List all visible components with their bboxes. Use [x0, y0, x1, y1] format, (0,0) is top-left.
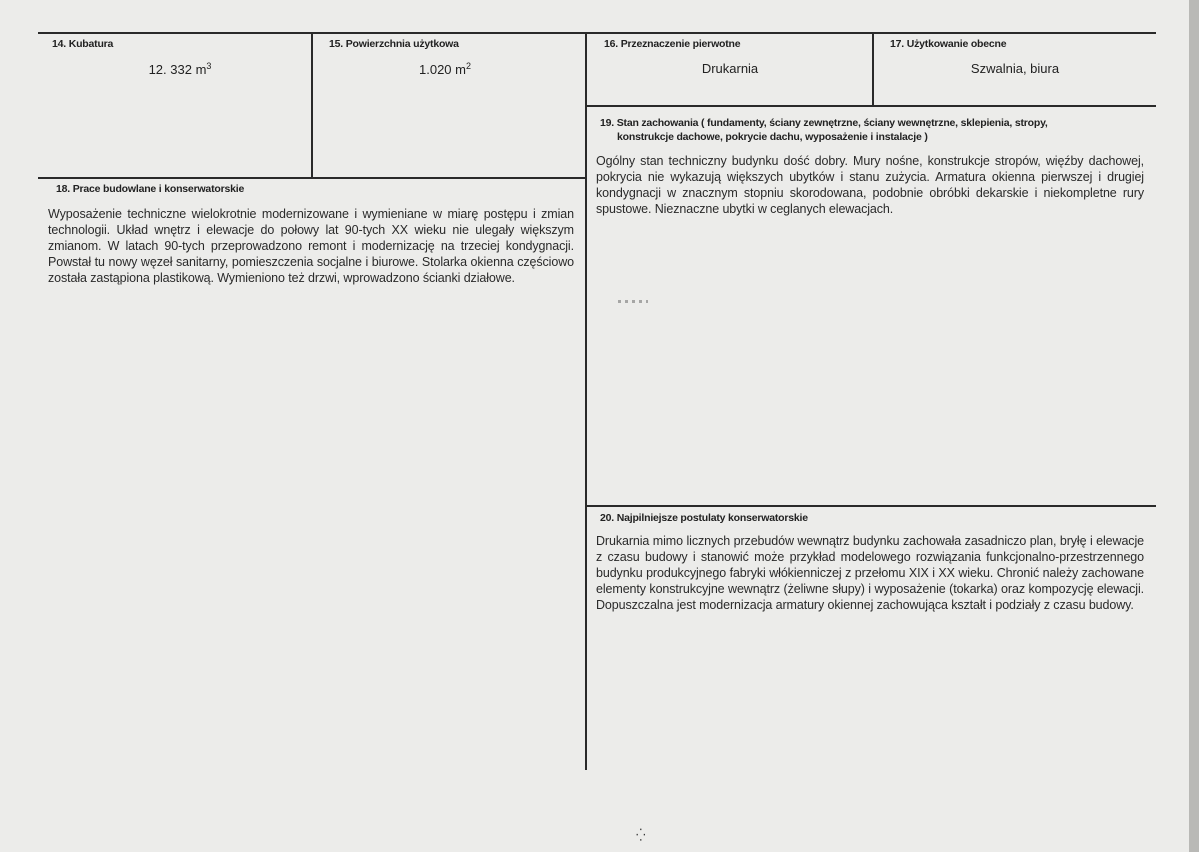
page-edge [1189, 0, 1199, 852]
center-divider [585, 32, 587, 770]
rule-above-18 [38, 177, 586, 179]
rule-under-16-17 [586, 105, 1156, 107]
powierzchnia-unit-exponent: 2 [465, 61, 471, 71]
kubatura-number: 12. 332 m [148, 62, 207, 77]
postulaty-text: Drukarnia mimo licznych przebudów wewnątrz budynku zachowała zasadniczo plan, bryłę i elewacje z czasu budowy i stanowić może przykład modelowego rozwiązania funkcjonalno-przestrzennego budynku produkcyjnego fabryki włókienniczej z przełomu XIX i XX wieku. Chronić należy zachowane elementy konstrukcyjne wewnątrz (żeliwne słupy) i wyposażenie (tokarka) oraz kompozycję elewacji. Dopuszczalna jest modernizacja armatury okiennej zachowująca kształt i podziały z czasu budowy. [596, 534, 1144, 612]
stan-zachowania-label-line2: konstrukcje dachowe, pokrycie dachu, wyposażenie i instalacje ) [617, 131, 928, 143]
stan-zachowania-label-line1: 19. Stan zachowania ( fundamenty, ściany zewnętrzne, ściany wewnętrzne, sklepienia, stropy, [600, 117, 1048, 129]
stan-zachowania-text: Ogólny stan techniczny budynku dość dobry. Mury nośne, konstrukcje stropów, więźby dachowej, pokrycia nie wykazują większych ubytków i stanu zużycia. Armatura okienna pierwszej i drugiej kondygnacji w znacznym stopniu skorodowana, podobnie obróbki dekarskie i niekompletne rury spustowe. Nieznaczne ubytki w ceglanych elewacjach. [596, 154, 1144, 216]
kubatura-label: 14. Kubatura [52, 38, 114, 50]
scan-mark: ⁛ [636, 828, 646, 842]
postulaty-label: 20. Najpilniejsze postulaty konserwatorskie [600, 512, 808, 524]
uzytkowanie-value: Szwalnia, biura [970, 61, 1060, 76]
scan-smudge [618, 300, 648, 303]
kubatura-value [120, 61, 240, 77]
powierzchnia-value [390, 61, 500, 77]
divider-14-15 [311, 32, 313, 178]
top-rule [38, 32, 1156, 34]
uzytkowanie-label: 17. Użytkowanie obecne [890, 38, 1007, 50]
kubatura-unit-exponent: 3 [206, 61, 212, 71]
rule-above-20 [586, 505, 1156, 507]
prace-text: Wyposażenie techniczne wielokrotnie modernizowane i wymieniane w miarę postępu i zmian technologii. Układ wnętrz i elewacje do połowy lat 90-tych XX wieku nie ulegały większym zmianom. W latach 90-tych przeprowadzono remont i modernizację na trzeciej kondygnacji. Powstał tu nowy węzeł sanitarny, pomieszczenia socjalne i biurowe. Stolarka okienna częściowo została zastąpiona plastikową. Wymieniono też drzwi, wprowadzono ścianki działowe. [48, 207, 574, 285]
przeznaczenie-label: 16. Przeznaczenie pierwotne [604, 38, 741, 50]
powierzchnia-label: 15. Powierzchnia użytkowa [329, 38, 459, 50]
prace-label: 18. Prace budowlane i konserwatorskie [56, 183, 245, 195]
divider-16-17 [872, 32, 874, 106]
przeznaczenie-value: Drukarnia [701, 61, 759, 76]
stan-zachowania-label [600, 116, 1145, 144]
powierzchnia-number: 1.020 m [419, 62, 466, 77]
